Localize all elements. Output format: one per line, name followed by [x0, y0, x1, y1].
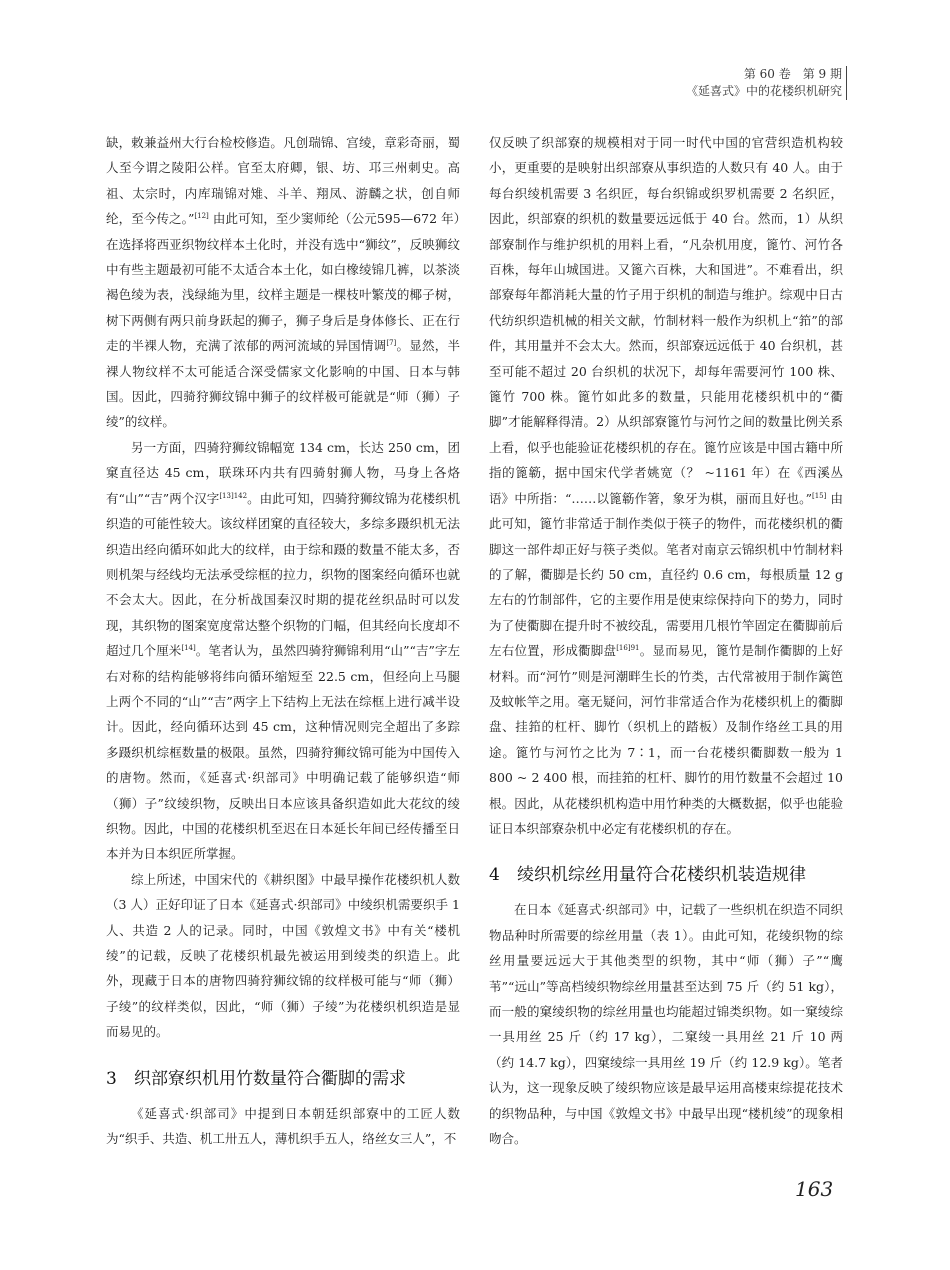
citation: [7]	[386, 339, 397, 348]
running-title: 《延喜式》中的花楼织机研究	[685, 84, 842, 98]
paragraph: 《延喜式·织部司》中提到日本朝廷织部寮中的工匠人数为“织手、共造、机工卅五人，薄机织手五人，络丝女三人”，不	[106, 1105, 460, 1147]
paragraph: 另一方面，四骑狩狮纹锦幅宽 134 cm，长达 250 cm，团窠直径达 45 cm，联珠环内共有四骑射狮人物，马身上各烙有“山”“吉”两个汉字$^{[13]142}$。由此可知，四骑狩狮纹锦为花楼织机织造的可能性较大。该纹样团窠的直径较大，多综多蹑织机无法织造出经向循环如此大的纹样，由于综和蹑的数量不能太多，否则机架与经线均无法承受综框的拉力，织物的图案经向循环也就不会太大。因此，在分析战国秦汉时期的提花丝织品时可以发现，其织物的图案宽度常达整个织物的门幅，但其经向长度却不超过几个厘米[14]。笔者认为，虽然四骑狩狮锦利用“山”“吉”字左右对称的结构能够将纬向循环缩短至 22.5 cm，但经向上马腿上两个不同的“山”“吉”两字上下结构上无法在综框上进行减半设计。因此，经向循环达到 45 cm，这种情况则完全超出了多踪多蹑织机综框数量的极限。虽然，四骑狩狮纹锦可能为中国传入的唐物。然而，《延喜式·织部司》中明确记载了能够织造“师（狮）子”纹绫织物，反映出日本应该具备织造如此大花纹的绫织物。因此，中国的花楼织机至迟在日本延长年间已经传播至日本并为日本织匠所掌握。	[106, 439, 460, 862]
running-header	[686, 66, 842, 100]
citation: [14]	[181, 643, 196, 652]
page-number: 163	[795, 1177, 834, 1201]
section-heading-4: 4 绫织机综丝用量符合花楼织机装造规律	[489, 865, 806, 886]
paragraph: 在日本《延喜式·织部司》中，记载了一些织机在织造不同织物品种时所需要的综丝用量（表 1）。由此可知，花绫织物的综丝用量要远远大于其他类型的织物，其中“师（狮）子”“鹰苇”“远山”等高档绫织物综丝用量甚至达到 75 斤（约 51 kg），而一般的窠绫织物的综丝用量也均能超过锦类织物。如一窠绫综一具用丝 25 斤（约 17 kg），二窠绫一具用丝 21 斤 10 两（约 14.7 kg），四窠绫综一具用丝 19 斤（约 12.9 kg）。笔者认为，这一现象反映了绫织物应该是最早运用高楼束综提花技术的织物品种，与中国《敦煌文书》中最早出现“楼机绫”的现象相吻合。	[489, 902, 843, 1147]
left-column	[106, 130, 460, 1151]
section-heading-3: 3 织部寮织机用竹数量符合衢脚的需求	[106, 1068, 406, 1089]
citation: [16]91	[616, 643, 640, 652]
header-divider	[846, 66, 847, 100]
paragraph: 仅反映了织部寮的规模相对于同一时代中国的官营织造机构较小，更重要的是映射出织部寮从事织造的人数只有 40 人。由于每台织绫机需要 3 名织匠，每台织锦或织罗机需要 2 名织匠，因此，织部寮的织机的数量要远远低于 40 台。然而，1）从织部寮制作与维护织机的用料上看，“凡杂机用度，篦竹、河竹各百株，每年山城国进。又篦六百株，大和国进”。不难看出，织部寮每年都消耗大量的竹子用于织机的制造与维护。综观中日古代纺织织造机械的相关文献，竹制材料一般作为织机上“筘”的部件，其用量并不会太大。然而，织部寮远远低于 40 台织机，甚至可能不超过 20 台织机的状况下，却每年需要河竹 100 株、篦竹 700 株。篦竹如此多的数量，只能用花楼织机中的“衢脚”才能解释得清。2）从织部寮篦竹与河竹之间的数量比例关系上看，似乎也能验证花楼织机的存在。篦竹应该是中国古籍中所指的篦簕，据中国宋代学者姚宽（？ ~1161 年）在《西溪丛语》中所指：“……以篦簕作箸，象牙为棋，丽而且好也。”[15] 由此可知，篦竹非常适于制作类似于筷子的物件，而花楼织机的衢脚这一部件却正好与筷子类似。笔者对南京云锦织机中竹制材料的了解，衢脚是长约 50 cm，直径约 0.6 cm，每根质量 12 g 左右的竹制部件，它的主要作用是使束综保持向下的势力，同时为了使衢脚在提升时不被绞乱，需要用几根竹竿固定在衢脚前后左右位置，形成衢脚盘$^{[16]91}$。显而易见，篦竹是制作衢脚的上好材料。而“河竹”则是河潮畔生长的竹类，古代常被用于制作篱笆及蚊帐竿之用。毫无疑问，河竹非常适合作为花楼织机上的衢脚盘、挂筘的杠杆、脚竹（织机上的踏板）及制作络丝工具的用途。篦竹与河竹之比为 7∶1，而一台花楼织衢脚数一般为 1 800 ~ 2 400 根，而挂筘的杠杆、脚竹的用竹数量不会超过 10 根。因此，从花楼织机构造中用竹种类的大概数据，似乎也能验证日本织部寮杂机中必定有花楼织机的存在。	[489, 135, 843, 836]
right-column	[489, 130, 843, 1151]
paragraph: 综上所述，中国宋代的《耕织图》中最早操作花楼织机人数（3 人）正好印证了日本《延喜式·织部司》中绫织机需要织手 1 人、共造 2 人的记录。同时，中国《敦煌文书》中有关“楼机绫”的记载，反映了花楼织机最先被运用到绫类的织造上。此外，现藏于日本的唐物四骑狩狮纹锦的纹样极可能与“师（狮）子绫”的纹样类似，因此，“师（狮）子绫”为花楼织机织造是显而易见的。	[106, 871, 460, 1040]
citation: [12]	[194, 212, 209, 221]
citation: [13]142	[219, 491, 248, 500]
paragraph: 缺，敕兼益州大行台检校修造。凡创瑞锦、宫绫，章彩奇丽，蜀人至今谓之陵阳公样。官至太府卿，银、坊、邛三州刺史。高祖、太宗时，内库瑞锦对雉、斗羊、翔凤、游麟之状，创自师纶，至今传之。”[12] 由此可知，至少窦师纶（公元595—672 年）在选择将西亚织物纹样本土化时，并没有选中“狮纹”，反映狮纹中有些主题最初可能不太适合本土化，如白橡绫锦几裤，以茶淡褐色绫为表，浅绿絁为里，纹样主题是一棵枝叶繁茂的椰子树，树下两侧有两只前身跃起的狮子，狮子身后是身体修长、正在行走的半裸人物，充满了浓郁的两河流域的异国情调[7]。显然，半裸人物纹样不太可能适合深受儒家文化影响的中国、日本与韩国。因此，四骑狩狮纹锦中狮子的纹样极可能就是“师（狮）子绫”的纹样。	[106, 135, 460, 430]
citation: [15]	[811, 491, 827, 500]
volume-issue: 第 60 卷 第 9 期	[743, 67, 842, 81]
